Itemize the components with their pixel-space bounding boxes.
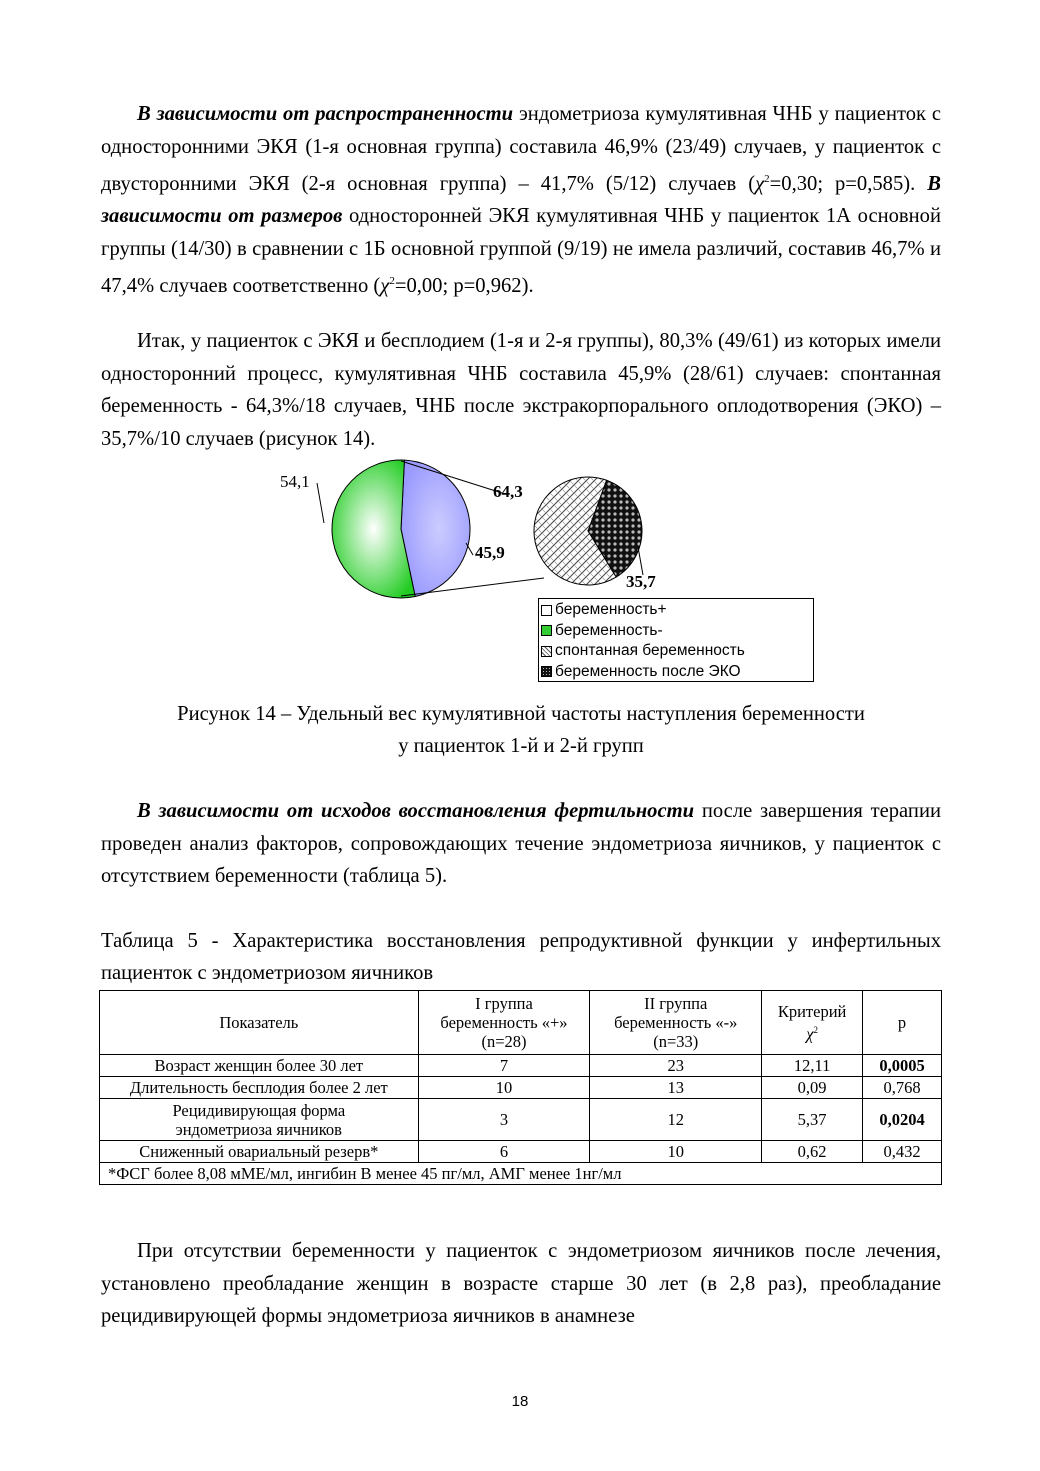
header-criterion [762,991,863,1055]
paragraph-4-text: При отсутствии беременности у пациенток с эндометриозом яичников после лечения, установлено преобладание женщин в возрасте старше 30 лет (в 2,8 раз), преобладание рецидивирующей формы эндометриоза яичников в анамнезе [101,1240,941,1327]
label-64-3: 64,3 [493,482,523,501]
secondary-pie [534,477,642,585]
cell-p: 0,0005 [863,1055,942,1077]
header-text: беременность «+» [440,1013,568,1032]
header-text: (n=28) [481,1032,527,1051]
paragraph-3-lead: В зависимости от исходов восстановления фертильности [137,800,695,822]
paragraph-2-text: Итак, у пациенток с ЭКЯ и бесплодием (1-я и 2-я группы), 80,3% (49/61) из которых имели односторонний процесс, кумулятивная ЧНБ составила 45,9% (28/61) случаев: спонтанная беременность - 64,3%/18 случаев, ЧНБ после экстракорпорального оплодотворения (ЭКО) – 35,7%/10 случаев (рисунок 14). [101,330,941,450]
legend-swatch-ivf [541,666,552,677]
page-number: 18 [511,1393,529,1410]
table-header-row [100,991,942,1055]
paragraph-4 [101,1235,941,1333]
label-54-1: 54,1 [280,472,310,491]
cell-group-1: 3 [418,1099,590,1141]
legend-label: беременность+ [555,601,667,618]
cell-group-2: 12 [590,1099,762,1141]
cell-chi2: 12,11 [762,1055,863,1077]
header-text: беременность «-» [614,1013,738,1032]
main-pie [332,460,470,598]
paragraph-1-text1: эндометриоза кумулятивная ЧНБ у пациенток с односторонними ЭКЯ (1-я основная группа) составила 46,9% (23/49) случаев, у пациенток с двусторонними ЭКЯ (2-я основная группа) – 41,7% (5/12) случаев ( [101,103,941,195]
figure-caption-line2: у пациенток 1-й и 2-й групп [398,735,644,757]
leader-35 [638,547,643,575]
legend-swatch-pregnancy-minus [541,625,552,636]
header-text: I группа [475,994,533,1013]
header-text: II группа [644,994,708,1013]
paragraph-2 [101,325,941,455]
label-45-9: 45,9 [475,543,505,562]
chi-superscript: 2 [764,173,770,185]
header-text: (n=33) [653,1032,699,1051]
cell-group-2: 10 [590,1141,762,1163]
label-35-7: 35,7 [626,572,656,591]
table-row [100,1077,942,1099]
pie-figure [270,445,830,690]
paragraph-1-text3: односторонней ЭКЯ кумулятивная ЧНБ у пациенток 1А основной группы (14/30) в сравнении с 1Б основной группой (9/19) не имела различий, составив 46,7% и 47,4% случаев соответственно ( [101,205,941,298]
header-text: Критерий [777,1001,847,1021]
header-group-2 [590,991,762,1055]
table-row [100,1141,942,1163]
chi-superscript: 2 [389,275,395,288]
leader-54 [317,483,324,523]
cell-group-2: 23 [590,1055,762,1077]
paragraph-1-text2: =0,30; р=0,585). [769,172,928,195]
chi-symbol: χ [806,1024,814,1044]
table-row [100,1099,942,1141]
paragraph-3 [101,795,941,893]
figure-caption [101,698,941,762]
table-footnote: *ФСГ более 8,08 мМЕ/мл, ингибин В менее 45 пг/мл, АМГ менее 1нг/мл [100,1163,942,1185]
table-caption: Таблица 5 - Характеристика восстановления репродуктивной функции у инфертильных пациенток с эндометриозом яичников [101,930,941,984]
legend-label: беременность- [555,621,663,639]
cell-chi2: 5,37 [762,1099,863,1141]
legend-label: спонтанная беременность [555,642,745,659]
paragraph-3-text: после завершения терапии проведен анализ факторов, сопровождающих течение эндометриоза яичников, у пациенток с отсутствием беременности (таблица 5). [101,800,941,887]
paragraph-1-lead2: В зависимости от размеров [101,172,941,228]
chart-legend [538,598,814,682]
cell-p: 0,0204 [863,1099,942,1141]
cell-chi2: 0,09 [762,1077,863,1099]
table-footnote-row [100,1163,942,1185]
paragraph-1 [101,98,941,303]
row-label: Длительность бесплодия более 2 лет [100,1077,419,1099]
legend-label: беременность после ЭКО [555,662,741,680]
chi-symbol: χ [380,275,390,298]
figure-caption-line1: Рисунок 14 – Удельный вес кумулятивной частоты наступления беременности [177,703,865,725]
legend-item [541,600,813,621]
row-label: Сниженный овариальный резерв* [100,1141,419,1163]
cell-p: 0,768 [863,1077,942,1099]
cell-chi2: 0,62 [762,1141,863,1163]
paragraph-1-text4: =0,00; р=0,962). [394,275,534,298]
chi-superscript: 2 [813,1024,818,1035]
cell-p: 0,432 [863,1141,942,1163]
paragraph-1-lead: В зависимости от распространенности [137,103,514,125]
cell-group-1: 10 [418,1077,590,1099]
cell-group-1: 7 [418,1055,590,1077]
cell-group-2: 13 [590,1077,762,1099]
cell-group-1: 6 [418,1141,590,1163]
legend-item [541,662,813,683]
results-table [99,990,942,1185]
chi-symbol: χ [755,172,765,195]
legend-swatch-pregnancy-plus [541,605,552,616]
header-p: р [863,991,942,1055]
row-label: Возраст женщин более 30 лет [100,1055,419,1077]
table-row [100,1055,942,1077]
header-group-1 [418,991,590,1055]
legend-item [541,641,813,662]
row-label: Рецидивирующая форма эндометриоза яичников [100,1099,419,1141]
legend-item [541,621,813,642]
header-indicator: Показатель [100,991,419,1055]
legend-swatch-spontaneous [541,646,552,657]
